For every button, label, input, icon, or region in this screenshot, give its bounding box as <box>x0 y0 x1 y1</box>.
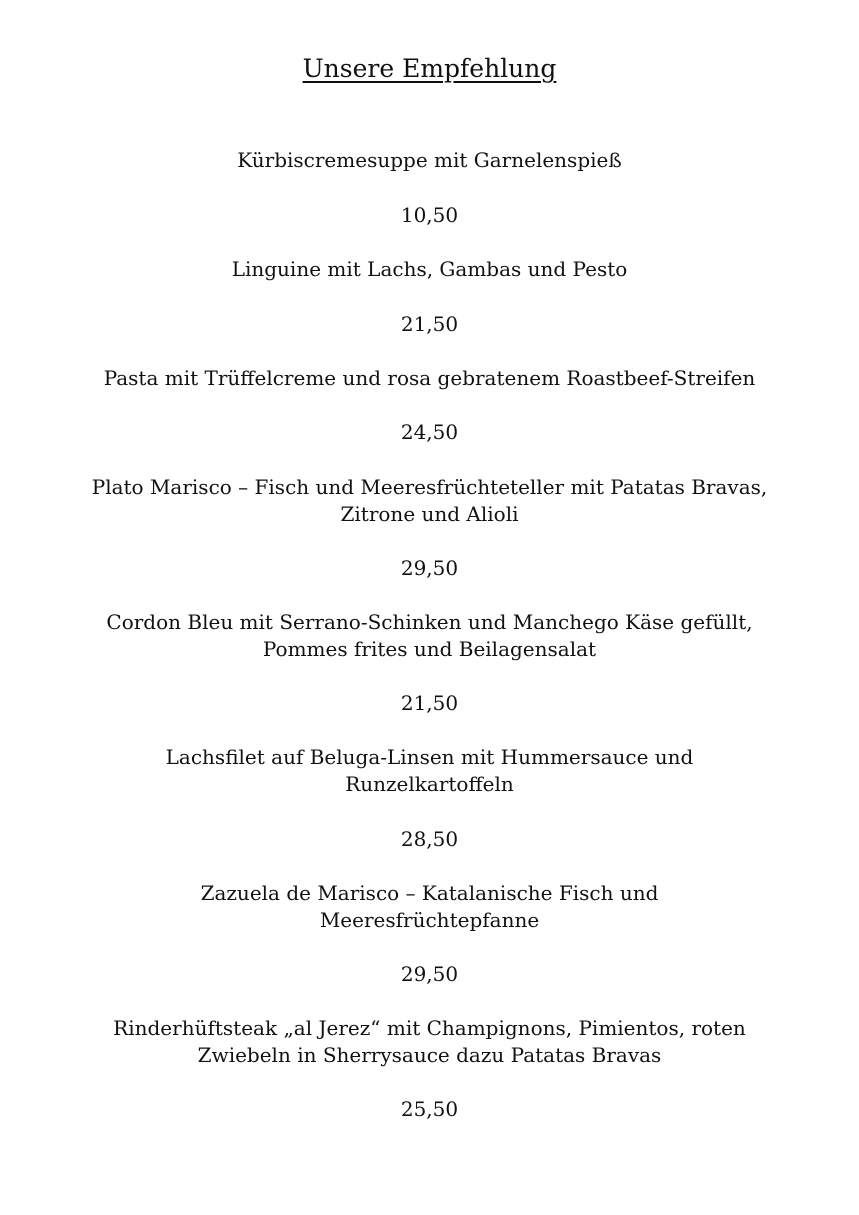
dish-6-price: 28,50 <box>400 827 459 851</box>
dish-7-name-line-2: Meeresfrüchtepfanne <box>319 908 540 932</box>
dish-5-name-line-1: Cordon Bleu mit Serrano-Schinken und Manchego Käse gefüllt, <box>106 610 753 634</box>
dish-1-price: 10,50 <box>400 203 459 227</box>
dish-2-price: 21,50 <box>400 312 459 336</box>
dish-4-price: 29,50 <box>400 556 459 580</box>
dish-4-name-line-1: Plato Marisco – Fisch und Meeresfrüchteteller mit Patatas Bravas, <box>91 475 768 499</box>
dish-3-price: 24,50 <box>400 420 459 444</box>
page-title: Unsere Empfehlung <box>302 54 557 83</box>
dish-8-name-line-1: Rinderhüftsteak „al Jerez“ mit Champignons, Pimientos, roten <box>113 1016 746 1040</box>
dish-8-name-line-2: Zwiebeln in Sherrysauce dazu Patatas Bravas <box>197 1043 662 1067</box>
dish-2-name: Linguine mit Lachs, Gambas und Pesto <box>231 257 628 281</box>
dish-3-name: Pasta mit Trüffelcreme und rosa gebratenem Roastbeef-Streifen <box>103 366 756 390</box>
dish-6-name-line-1: Lachsfilet auf Beluga-Linsen mit Hummersauce und <box>165 745 694 769</box>
dish-7-name-line-1: Zazuela de Marisco – Katalanische Fisch und <box>200 881 659 905</box>
dish-1-name: Kürbiscremesuppe mit Garnelenspieß <box>237 148 622 172</box>
dish-6-name-line-2: Runzelkartoffeln <box>345 772 514 796</box>
dish-8-price: 25,50 <box>400 1097 459 1121</box>
dish-5-price: 21,50 <box>400 691 459 715</box>
dish-5-name-line-2: Pommes frites und Beilagensalat <box>262 637 597 661</box>
dish-4-name-line-2: Zitrone und Alioli <box>340 502 519 526</box>
dish-7-price: 29,50 <box>400 962 459 986</box>
